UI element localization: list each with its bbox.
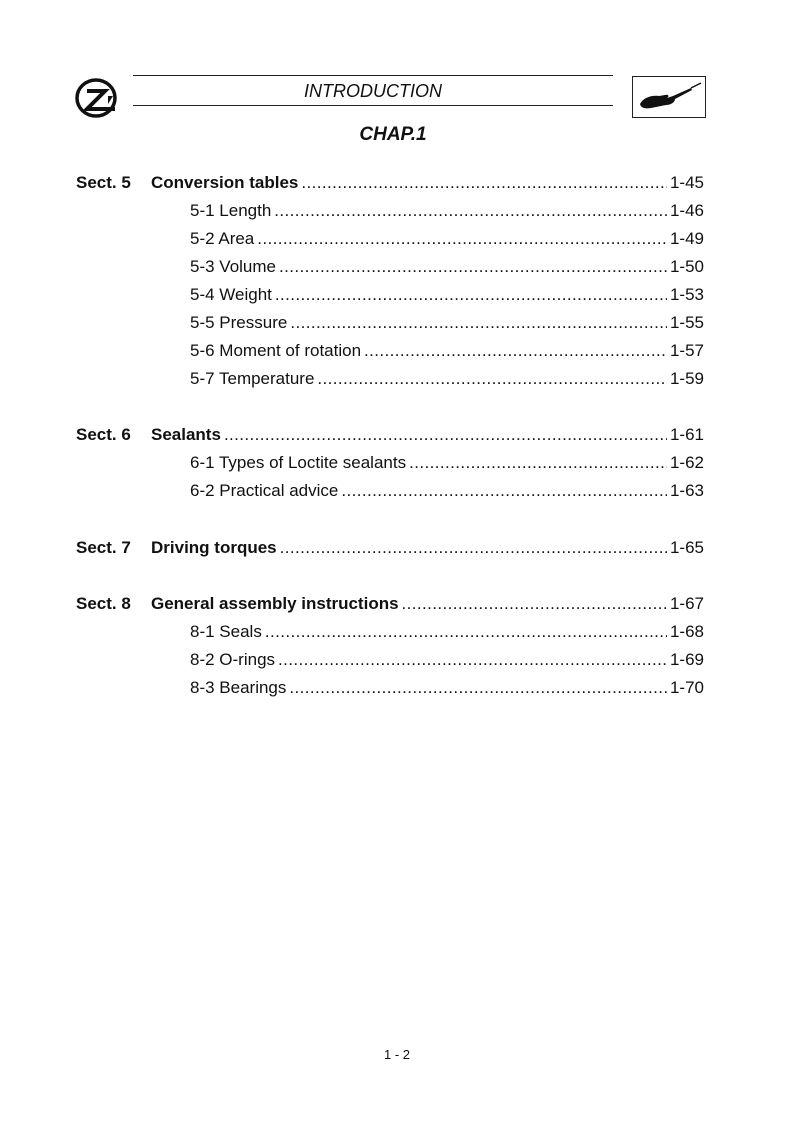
hand-pointer-icon bbox=[632, 76, 706, 118]
toc-item-row[interactable] bbox=[0, 283, 794, 307]
section-number: Sect. 5 bbox=[76, 173, 131, 192]
toc-item-row[interactable] bbox=[0, 311, 794, 335]
leader-dots bbox=[317, 367, 667, 391]
toc-section-row[interactable] bbox=[0, 536, 794, 560]
toc-item-row[interactable] bbox=[0, 451, 794, 475]
leader-dots bbox=[274, 199, 667, 223]
toc-item-row[interactable] bbox=[0, 676, 794, 700]
toc-item-row[interactable] bbox=[0, 255, 794, 279]
leader-dots bbox=[289, 676, 667, 700]
toc-item-row[interactable] bbox=[0, 479, 794, 503]
section-title: Conversion tables bbox=[151, 173, 299, 192]
toc-item-row[interactable] bbox=[0, 620, 794, 644]
item-title: 5-4 Weight bbox=[190, 285, 272, 304]
leader-dots bbox=[278, 648, 667, 672]
page-ref: 1-69 bbox=[669, 650, 704, 669]
section-number: Sect. 8 bbox=[76, 594, 131, 613]
page-ref: 1-50 bbox=[669, 257, 704, 276]
leader-dots bbox=[341, 479, 667, 503]
page-ref: 1-45 bbox=[669, 173, 704, 192]
page-ref: 1-46 bbox=[669, 201, 704, 220]
section-title: Driving torques bbox=[151, 538, 277, 557]
brand-logo-icon bbox=[75, 78, 121, 118]
item-title: 8-1 Seals bbox=[190, 622, 262, 641]
page-ref: 1-68 bbox=[669, 622, 704, 641]
page-ref: 1-57 bbox=[669, 341, 704, 360]
section-title: General assembly instructions bbox=[151, 594, 399, 613]
toc-item-row[interactable] bbox=[0, 199, 794, 223]
section-title: Sealants bbox=[151, 425, 221, 444]
leader-dots bbox=[275, 283, 667, 307]
section-number: Sect. 7 bbox=[76, 538, 131, 557]
item-title: 5-1 Length bbox=[190, 201, 272, 220]
leader-dots bbox=[402, 592, 667, 616]
item-title: 8-2 O-rings bbox=[190, 650, 276, 669]
page-ref: 1-62 bbox=[669, 453, 704, 472]
leader-dots bbox=[364, 339, 667, 363]
item-title: 5-2 Area bbox=[190, 229, 255, 248]
leader-dots bbox=[280, 536, 667, 560]
toc-item-row[interactable] bbox=[0, 339, 794, 363]
leader-dots bbox=[265, 620, 667, 644]
leader-dots bbox=[409, 451, 667, 475]
page-ref: 1-49 bbox=[669, 229, 704, 248]
item-title: 8-3 Bearings bbox=[190, 678, 287, 697]
page-ref: 1-65 bbox=[669, 538, 704, 557]
header-rule-top bbox=[133, 75, 613, 76]
toc-item-row[interactable] bbox=[0, 227, 794, 251]
toc-item-row[interactable] bbox=[0, 367, 794, 391]
page-ref: 1-67 bbox=[669, 594, 704, 613]
page-ref: 1-61 bbox=[669, 425, 704, 444]
header-title: INTRODUCTION bbox=[304, 81, 442, 101]
page-ref: 1-55 bbox=[669, 313, 704, 332]
header-rule-bottom bbox=[133, 105, 613, 106]
leader-dots bbox=[301, 171, 667, 195]
chapter-heading: CHAP.1 bbox=[359, 124, 427, 145]
toc-section-row[interactable] bbox=[0, 423, 794, 447]
item-title: 5-5 Pressure bbox=[190, 313, 288, 332]
page-ref: 1-70 bbox=[669, 678, 704, 697]
item-title: 6-1 Types of Loctite sealants bbox=[190, 453, 407, 472]
toc-section-row[interactable] bbox=[0, 592, 794, 616]
page-ref: 1-59 bbox=[669, 369, 704, 388]
toc-section-row[interactable] bbox=[0, 171, 794, 195]
page-number: 1 - 2 bbox=[383, 1047, 410, 1062]
page-ref: 1-53 bbox=[669, 285, 704, 304]
leader-dots bbox=[257, 227, 667, 251]
leader-dots bbox=[224, 423, 667, 447]
page-ref: 1-63 bbox=[669, 481, 704, 500]
toc-item-row[interactable] bbox=[0, 648, 794, 672]
leader-dots bbox=[290, 311, 667, 335]
item-title: 6-2 Practical advice bbox=[190, 481, 339, 500]
item-title: 5-3 Volume bbox=[190, 257, 276, 276]
section-number: Sect. 6 bbox=[76, 425, 131, 444]
item-title: 5-7 Temperature bbox=[190, 369, 315, 388]
item-title: 5-6 Moment of rotation bbox=[190, 341, 362, 360]
leader-dots bbox=[279, 255, 667, 279]
